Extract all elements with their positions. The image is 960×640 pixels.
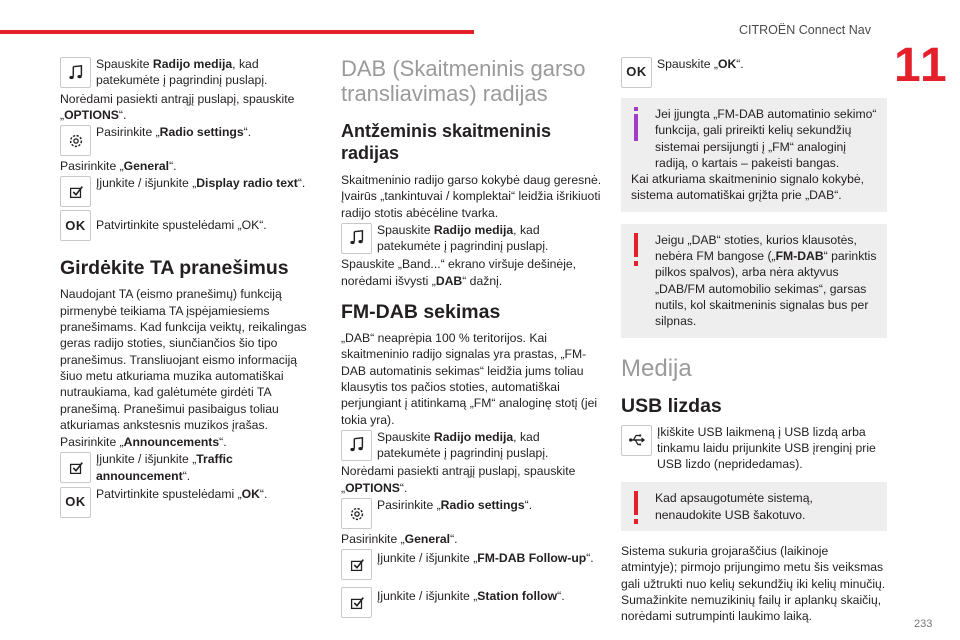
column-1 — [60, 56, 307, 520]
heading-dab: DAB (Skaitmeninis garso transliavimas) radijas — [341, 56, 586, 106]
step-radio-settings-2: Pasirinkite „Radio settings“. — [341, 497, 603, 529]
usb-icon — [621, 425, 652, 456]
checkbox-icon — [60, 452, 91, 483]
ta-paragraph: Naudojant TA (eismo pranešimų) funkciją pirmenybė teikiama TA įspėjamiesiems pranešimams. Kad funkcija veiktų, reikalingas geras radijo stoties, siunčiančios šio tipo pranešimus. Transliuojant eismo informaciją šiuo metu atkuriama muzika automatiškai nutraukiama, kad galėtumėte girdėti TA pranešimą. Pranešimui pasibaigus toliau atkuriamas ankstesnis muzikos įrašas. — [60, 287, 307, 432]
step-media: Spauskite Radijo medija, kad patekumėte į pagrindinį puslapį. — [341, 222, 603, 255]
step-media: Spauskite Radijo medija, kad patekumėte į pagrindinį puslapį. — [60, 56, 307, 89]
terrestrial-paragraph: Skaitmeninio radijo garso kokybė daug geresnė. Įvairūs „tankintuvai / komplektai“ leidžia išrikiuoti radijo stotis abėcėline tvarka. — [341, 173, 602, 220]
step-traffic-announcement: Įjunkite / išjunkite „Traffic announcement“. — [60, 451, 307, 484]
general-paragraph: Pasirinkite „General“. — [60, 159, 177, 174]
ok-button-icon: OK — [621, 57, 652, 88]
header-brand: CITROËN Connect Nav — [739, 23, 871, 37]
heading-media: Medija — [621, 354, 692, 382]
step-media-2: Spauskite Radijo medija, kad patekumėte į pagrindinį puslapį. — [341, 429, 603, 462]
info-icon — [631, 107, 641, 141]
usb-warning-note: Kad apsaugotumėte sistemą, nenaudokite USB šakotuvo. — [621, 482, 887, 531]
heading-usb: USB lizdas — [621, 394, 722, 417]
warning-note: Jeigu „DAB“ stoties, kurios klausotės, nebėra FM bangose („FM-DAB“ parinktis pilkos spalvos), arba nėra aktyvus „DAB/FM automobilio sekimas“, garsas nutils, kol skaitmeninis signalas bus per silpnas. — [621, 224, 887, 338]
column-3 — [621, 56, 887, 626]
step-station-follow: Įjunkite / išjunkite „Station follow“. — [341, 586, 603, 618]
radio-settings-icon — [60, 125, 91, 156]
step-ok: OK Spauskite „OK“. — [621, 56, 887, 88]
fm-dab-paragraph: „DAB“ neaprėpia 100 % teritorijos. Kai skaitmeninio radijo signalas yra prastas, „FM-DAB automatinis sekimas“ leidžia jums toliau klausytis tos pačios stoties, automatiškai perjungiant į atitinkamą „FM“ analoginę stotį (jei tokia yra). — [341, 331, 598, 427]
warning-icon — [631, 233, 641, 267]
ok-button-icon: OK — [60, 210, 91, 241]
heading-fm-dab: FM-DAB sekimas — [341, 301, 501, 324]
step-display-radio-text: Įjunkite / išjunkite „Display radio text“. — [60, 175, 307, 207]
step-confirm-ok-2: OK Patvirtinkite spustelėdami „OK“. — [60, 486, 307, 518]
checkbox-icon — [341, 587, 372, 618]
music-note-icon — [341, 223, 372, 254]
chapter-number: 11 — [894, 39, 949, 92]
warning-icon — [631, 491, 641, 525]
header-accent-bar — [0, 30, 474, 34]
step-confirm-ok: OK Patvirtinkite spustelėdami „OK“. — [60, 209, 307, 241]
checkbox-icon — [60, 176, 91, 207]
options-paragraph: Norėdami pasiekti antrąjį puslapį, spauskite „OPTIONS“. — [60, 91, 295, 122]
playlist-paragraph: Sistema sukuria grojaraščius (laikinoje atmintyje); pirmojo prijungimo metu šis veiksmas gali užtrukti nuo kelių sekundžių iki kelių minučių. Sumažinkite nemuzikinių failų ir aplankų skaičių, norėdami sutrumpinti laukimo laiką. — [621, 544, 886, 624]
heading-terrestrial: Antžeminis skaitmeninis radijas — [341, 121, 552, 163]
heading-ta: Girdėkite TA pranešimus — [60, 257, 289, 280]
step-usb: Įkiškite USB laikmeną į USB lizdą arba tinkamu laidu prijunkite USB įrenginį prie USB lizdo (nepridedamas). — [621, 424, 887, 473]
announcements-paragraph: Pasirinkite „Announcements“. — [60, 435, 227, 450]
music-note-icon — [60, 57, 91, 88]
step-radio-settings: Pasirinkite „Radio settings“. — [60, 124, 307, 156]
radio-settings-icon — [341, 498, 372, 529]
band-paragraph: Spauskite „Band...“ ekrano viršuje dešinėje, norėdami išvysti „DAB“ dažnį. — [341, 257, 577, 288]
step-fm-dab-follow: Įjunkite / išjunkite „FM-DAB Follow-up“. — [341, 548, 603, 580]
checkbox-icon — [341, 549, 372, 580]
column-2 — [341, 56, 603, 620]
general-paragraph-2: Pasirinkite „General“. — [341, 532, 458, 547]
ok-button-icon: OK — [60, 487, 91, 518]
options-paragraph-2: Norėdami pasiekti antrąjį puslapį, spauskite „OPTIONS“. — [341, 464, 576, 495]
music-note-icon — [341, 430, 372, 461]
info-note: Jei įjungta „FM-DAB automatinio sekimo“ funkcija, gali prireikti kelių sekundžių sistemai persijungti į „FM“ analoginį radiją, o kartais – pakeisti bangas. Kai atkuriama skaitmeninio signalo kokybė, sistema automatiškai grįžta prie „DAB“. — [621, 98, 887, 212]
page-number: 233 — [914, 618, 933, 630]
